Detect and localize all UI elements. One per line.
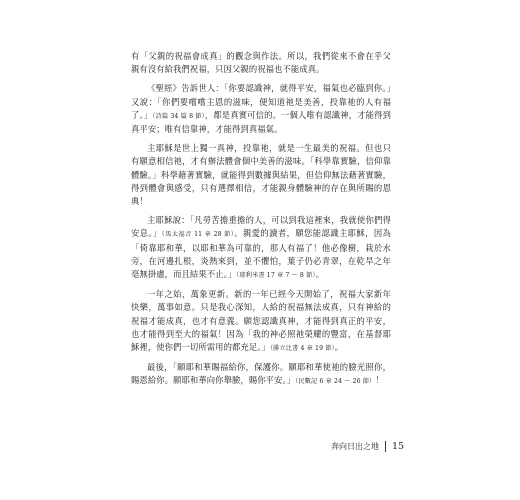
paragraph-text: 主耶穌說：「凡勞苦擔重擔的人，可以到我這裡來，我就使你們得安息。」 xyxy=(131,215,391,239)
paragraph-text: 《聖經》告訴世人：「你要認識神，就得平安，福氣也必臨到你。」又說：「你們要嚐嚐主恩的滋味，便知道祂是美善，投靠祂的人有福了。」 xyxy=(131,83,391,120)
body-text xyxy=(131,50,391,395)
running-title: 奔向日出之地 xyxy=(331,442,379,451)
paragraph-text: ，都是真實可信的。一個人唯有認識神，才能得到真平安；唯有信靠神，才能得到真福氣。 xyxy=(131,109,391,135)
paragraph-text: 。 xyxy=(315,269,325,280)
paragraph-text: 最後，「願耶和華賜福給你，保護你。願耶和華使祂的臉光照你，賜恩給你。願耶和華向你舉臉，賜你平安。」 xyxy=(131,362,391,386)
scripture-reference: （腓立比書 4 章 19 節） xyxy=(269,345,335,353)
scripture-reference: （耶利米書 17 章 7 ～ 8 節） xyxy=(236,272,316,280)
scripture-reference: （馬太福音 11 章 28 節） xyxy=(161,231,235,239)
scripture-reference: （民數記 6 章 24 ～ 26 節） xyxy=(295,378,376,386)
footer-divider xyxy=(385,441,386,452)
page-number: 15 xyxy=(392,441,405,452)
paragraph-1 xyxy=(131,50,391,76)
paragraph-text: 有「父親的祝福會成真」的觀念與作法。所以，我們從來不會在乎父親有沒有給我們祝福，只因父親的祝福也不能成真。 xyxy=(131,51,391,75)
scripture-reference: （詩篇 34 篇 8 節） xyxy=(152,112,205,120)
page-footer xyxy=(331,441,404,452)
paragraph-text: 。 xyxy=(334,342,344,353)
paragraph-3 xyxy=(131,142,391,208)
paragraph-text: ！ xyxy=(375,375,384,386)
paragraph-text: 。親愛的讀者，願您能認識主耶穌，因為「倚靠耶和華，以耶和華為可靠的，那人有福了！他必像樹，栽於水旁，在河邊扎根，炎熱來到，並不懼怕，葉子仍必青翠，在乾旱之年毫無掛慮，而且結果不止。」 xyxy=(131,228,391,280)
paragraph-4 xyxy=(131,214,391,282)
paragraph-text: 一年之始，萬象更新。新的一年已經今天開始了，祝福大家新年快樂，萬事如意。只是我心深知，人給的祝福無法成真，只有神給的祝福才能成真，也才有意義。願您認識真神，才能得到真正的平安，也才能得到至大的福氣！因為「我的神必照祂榮耀的豐富，在基督耶穌裡，使你們一切所需用的都充足。」 xyxy=(131,289,391,353)
paragraph-2 xyxy=(131,82,391,136)
paragraph-text: 主耶穌是世上獨一真神，投靠祂，就是一生最美的祝福。但也只有願意相信祂，才有辦法體會個中美善的滋味。「科學靠實驗，信仰靠體驗。」科學藉著實驗，就能得到數據與結果，但信仰無法藉著實驗，得到體會與感受，只有選擇相信，才能親身體驗神的存在與所賜的恩典！ xyxy=(131,143,391,207)
paragraph-6 xyxy=(131,361,391,388)
paragraph-5 xyxy=(131,288,391,355)
